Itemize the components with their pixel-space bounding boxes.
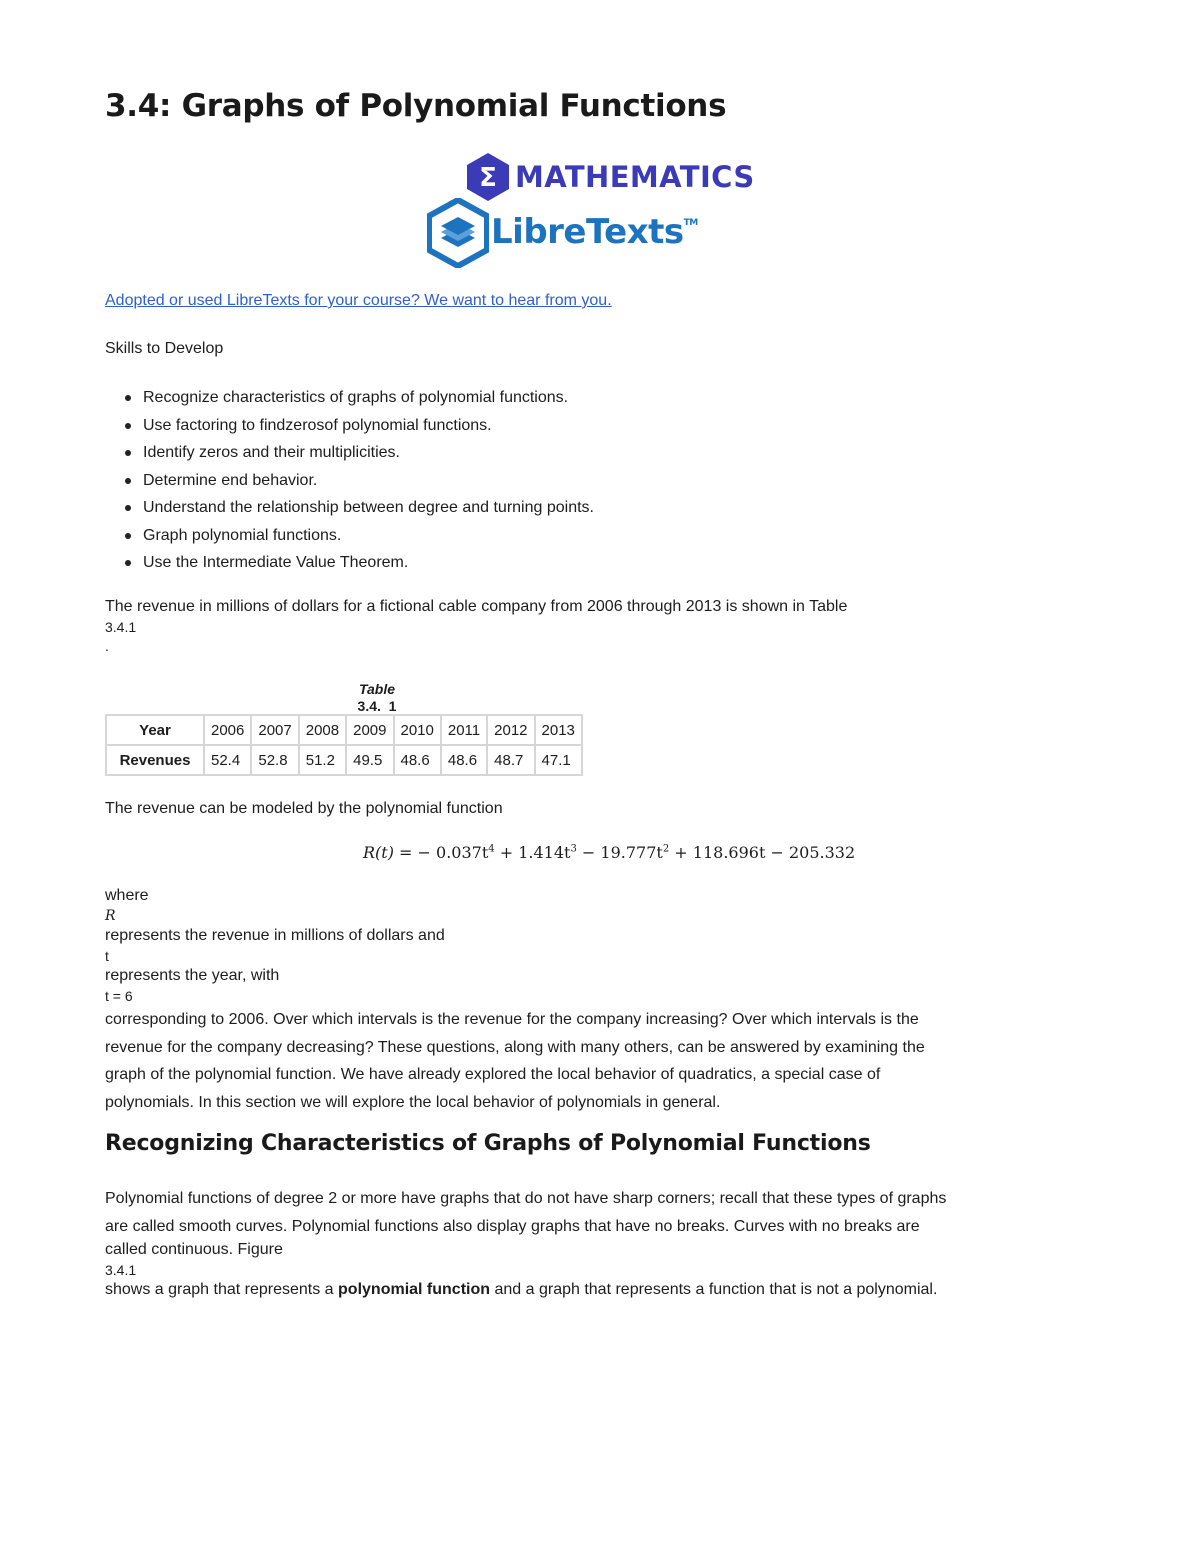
paragraph-line: called continuous. Figure bbox=[105, 1241, 283, 1258]
skills-list-item: Use factoring to findzerosof polynomial functions. bbox=[143, 412, 594, 440]
table-row bbox=[106, 715, 582, 745]
table-cell: 52.8 bbox=[251, 745, 298, 775]
table-caption bbox=[355, 681, 399, 715]
page-title: 3.4: Graphs of Polynomial Functions bbox=[105, 88, 727, 124]
paragraph-line: revenue for the company decreasing? These questions, along with many others, can be answered by examining the bbox=[105, 1038, 925, 1056]
sigma-hexagon-icon bbox=[465, 152, 511, 202]
formula-term: − 0.037t bbox=[417, 843, 489, 862]
table-cell: 2007 bbox=[251, 715, 298, 745]
intro-period: . bbox=[105, 638, 109, 654]
table-cell: 2006 bbox=[204, 715, 251, 745]
bold-term: polynomial function bbox=[338, 1281, 491, 1298]
where-continuation bbox=[105, 1006, 1105, 1116]
table-cell: 52.4 bbox=[204, 745, 251, 775]
skills-list-item: Understand the relationship between degree and turning points. bbox=[143, 494, 594, 522]
skills-list-item: Use the Intermediate Value Theorem. bbox=[143, 549, 594, 577]
table-cell: 2011 bbox=[441, 715, 487, 745]
where-text: represents the year, with bbox=[105, 967, 280, 984]
formula-exponent: 4 bbox=[488, 843, 495, 855]
paragraph-line: Polynomial functions of degree 2 or more have graphs that do not have sharp corners; recall that these types of graphs bbox=[105, 1190, 947, 1207]
formula-term: − 19.777t bbox=[576, 843, 663, 862]
table-cell: 49.5 bbox=[346, 745, 393, 775]
table-cell: 2009 bbox=[346, 715, 393, 745]
where-text: represents the revenue in millions of dollars and bbox=[105, 927, 445, 944]
table-cell: 47.1 bbox=[535, 745, 582, 775]
intro-paragraph bbox=[105, 597, 847, 617]
table-cell: 48.6 bbox=[394, 745, 441, 775]
table-cell: 48.7 bbox=[487, 745, 534, 775]
skills-label: Skills to Develop bbox=[105, 340, 224, 357]
table-row-header: Revenues bbox=[106, 745, 204, 775]
formula-exponent: 2 bbox=[662, 843, 670, 855]
formula-term: + 118.696t − 205.332 bbox=[669, 843, 856, 862]
paragraph-line: are called smooth curves. Polynomial functions also display graphs that have no breaks. Curves with no breaks are bbox=[105, 1217, 920, 1235]
revenue-table bbox=[105, 714, 583, 776]
section-paragraph bbox=[105, 1185, 1105, 1300]
libretexts-text: LibreTexts bbox=[491, 212, 684, 252]
formula-exponent: 3 bbox=[570, 843, 577, 855]
mathematics-wordmark: MATHEMATICS bbox=[515, 160, 755, 194]
paragraph-line: graph of the polynomial function. We have already explored the local behavior of quadratics, a special case of bbox=[105, 1066, 881, 1083]
paragraph-line bbox=[105, 1280, 1105, 1300]
paragraph-line: polynomials. In this section we will explore the local behavior of polynomials in general. bbox=[105, 1093, 721, 1111]
skills-list-item: Graph polynomial functions. bbox=[143, 522, 594, 550]
table-cell: 2013 bbox=[535, 715, 582, 745]
adopt-feedback-link[interactable]: Adopted or used LibreTexts for your course? We want to hear from you. bbox=[105, 292, 612, 309]
table-caption-word: Table bbox=[358, 681, 396, 697]
variable-t: t bbox=[105, 948, 109, 964]
skills-list-item: Identify zeros and their multiplicities. bbox=[143, 439, 594, 467]
sigma-glyph: Σ bbox=[479, 163, 497, 193]
figure-reference: 3.4.1 bbox=[105, 1262, 137, 1278]
trademark-mark: TM bbox=[683, 218, 698, 228]
formula-lhs: R(t) = bbox=[363, 843, 413, 862]
libretexts-logo[interactable] bbox=[427, 150, 755, 275]
table-reference: 3.4.1 bbox=[105, 619, 137, 635]
libretexts-hexagon-icon bbox=[427, 198, 489, 268]
table-caption-number: 3.4. 1 bbox=[357, 698, 397, 714]
table-cell: 51.2 bbox=[299, 745, 346, 775]
paragraph-line: corresponding to 2006. Over which intervals is the revenue for the company increasing? Over which intervals is the bbox=[105, 1011, 919, 1028]
skills-list bbox=[105, 384, 594, 577]
t-equals-six: t = 6 bbox=[105, 988, 133, 1004]
table-row-header: Year bbox=[106, 715, 204, 745]
table-cell: 2008 bbox=[299, 715, 346, 745]
libretexts-wordmark bbox=[491, 212, 698, 252]
mathematics-banner bbox=[465, 152, 755, 202]
table-row bbox=[106, 745, 582, 775]
where-paragraph bbox=[105, 886, 1105, 1116]
table-cell: 2010 bbox=[394, 715, 441, 745]
skills-list-item: Recognize characteristics of graphs of polynomial functions. bbox=[143, 384, 594, 412]
skills-list-item: Determine end behavior. bbox=[143, 467, 594, 495]
table-cell: 48.6 bbox=[441, 745, 487, 775]
paragraph-text: shows a graph that represents a bbox=[105, 1281, 339, 1298]
libretexts-mark bbox=[427, 198, 747, 270]
formula-term: + 1.414t bbox=[494, 843, 571, 862]
where-word: where bbox=[105, 887, 149, 904]
model-sentence: The revenue can be modeled by the polynomial function bbox=[105, 800, 503, 817]
table-cell: 2012 bbox=[487, 715, 534, 745]
variable-r: R bbox=[105, 908, 116, 924]
revenue-formula bbox=[363, 843, 1063, 862]
paragraph-text: and a graph that represents a function that is not a polynomial. bbox=[490, 1281, 938, 1298]
intro-text: The revenue in millions of dollars for a fictional cable company from 2006 through 2013 is shown in Table bbox=[105, 598, 848, 615]
section-heading: Recognizing Characteristics of Graphs of Polynomial Functions bbox=[105, 1131, 871, 1156]
